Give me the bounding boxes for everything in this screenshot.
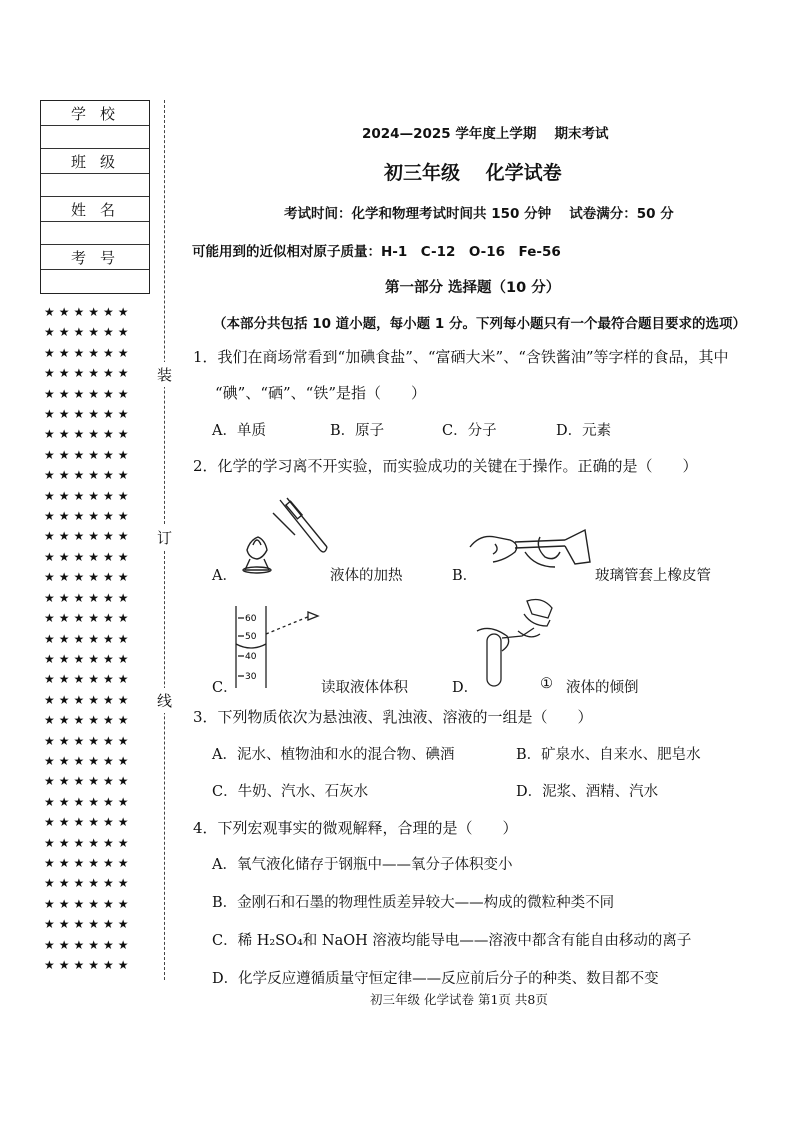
- q1-option-a[interactable]: A．单质: [212, 423, 266, 439]
- q4-option-a[interactable]: A．氧气液化储存于钢瓶中——氧分子体积变小: [212, 857, 513, 873]
- section-title: 第一部分 选择题（10 分）: [385, 280, 561, 296]
- exam-info: 考试时间：化学和物理考试时间共 150 分钟 试卷满分：50 分: [284, 206, 674, 222]
- page-title: 初三年级 化学试卷: [384, 162, 562, 184]
- question-1-line2: “碘”、“硒”、“铁”是指（ ）: [215, 384, 427, 402]
- binding-char-ding: 订: [157, 525, 172, 550]
- q2-option-b[interactable]: B．: [452, 568, 478, 584]
- q2-caption-c: 读取液体体积: [321, 680, 408, 696]
- id-field[interactable]: [41, 270, 149, 293]
- circle-mark: ①: [540, 676, 553, 692]
- q2-caption-b: 玻璃管套上橡皮管: [595, 568, 711, 584]
- q4-option-c[interactable]: C．稀 H₂SO₄和 NaOH 溶液均能导电——溶液中都含有能自由移动的离子: [212, 933, 692, 949]
- q2-caption-d: 液体的倾倒: [566, 680, 639, 696]
- student-info-table: [40, 100, 150, 294]
- q2-caption-a: 液体的加热: [330, 568, 403, 584]
- q1-option-d[interactable]: D．元素: [556, 423, 612, 439]
- q3-option-a[interactable]: A．泥水、植物油和水的混合物、碘酒: [212, 747, 455, 763]
- cylinder-tick-60: 60: [245, 614, 257, 624]
- binding-char-zhuang: 装: [157, 362, 172, 387]
- school-field[interactable]: [41, 126, 149, 149]
- glass-tube-figure: [465, 522, 595, 582]
- class-field[interactable]: [41, 174, 149, 197]
- school-label: 学校: [41, 101, 149, 126]
- name-label: 姓名: [41, 197, 149, 222]
- star-border: ★★★★★★ ★★★★★★ ★★★★★★ ★★★★★★ ★★★★★★ ★★★★★★ ★★★★★★ ★★★★★★ ★★★★★★ ★★★★★★ ★★★★★★ ★★★★★★ ★★★★★★ ★★★★★★ ★★★★★★ ★★★★★★ ★★★★★★ ★★★★★★ ★★★★★★ ★★★★★★ ★★★★★★ ★★★★★★ ★★★★★★ ★★★★★★ ★★★★★★ ★★★★★★ ★★★★★★ ★★★★★★ ★★★★★★ ★★★★★★ ★★★★★★ ★★★★★★ ★★★★★★: [44, 305, 133, 972]
- question-4: 4．下列宏观事实的微观解释，合理的是（ ）: [193, 819, 518, 837]
- question-3: 3．下列物质依次为悬浊液、乳浊液、溶液的一组是（ ）: [193, 708, 593, 726]
- cylinder-tick-50: 50: [245, 632, 257, 642]
- question-2: 2．化学的学习离不开实验，而实验成功的关键在于操作。正确的是（ ）: [193, 457, 698, 475]
- atomic-masses: 可能用到的近似相对原子质量：H-1 C-12 O-16 Fe-56: [192, 244, 561, 260]
- q4-option-b[interactable]: B．金刚石和石墨的物理性质差异较大——构成的微粒种类不同: [212, 895, 615, 911]
- q1-option-c[interactable]: C．分子: [442, 423, 497, 439]
- question-1: [193, 346, 753, 367]
- cylinder-tick-40: 40: [245, 652, 257, 662]
- heating-liquid-figure: [225, 495, 335, 580]
- q1-option-b[interactable]: B．原子: [330, 423, 385, 439]
- q2-option-c[interactable]: C．: [212, 680, 238, 696]
- q4-option-d[interactable]: D．化学反应遵循质量守恒定律——反应前后分子的种类、数目都不变: [212, 971, 659, 987]
- question-1-line1: 1．我们在商场常看到“加碘食盐”、“富硒大米”、“含铁酱油”等字样的食品，其中: [193, 348, 729, 366]
- binding-char-xian: 线: [157, 688, 172, 713]
- q3-option-d[interactable]: D．泥浆、酒精、汽水: [516, 784, 659, 800]
- class-label: 班级: [41, 149, 149, 174]
- q3-option-c[interactable]: C．牛奶、汽水、石灰水: [212, 784, 369, 800]
- q3-option-b[interactable]: B．矿泉水、自来水、肥皂水: [516, 747, 701, 763]
- page-footer: 初三年级 化学试卷 第1页 共8页: [370, 992, 548, 1007]
- id-label: 考号: [41, 245, 149, 270]
- q2-option-a[interactable]: A．: [212, 568, 237, 584]
- name-field[interactable]: [41, 222, 149, 245]
- cylinder-tick-30: 30: [245, 672, 257, 682]
- exam-term: 2024—2025 学年度上学期 期末考试: [362, 126, 609, 142]
- q2-option-d[interactable]: D．: [452, 680, 479, 696]
- section-instructions: （本部分共包括 10 道小题，每小题 1 分。下列每小题只有一个最符合题目要求的选项）: [213, 316, 746, 332]
- graduated-cylinder-figure: [228, 604, 328, 690]
